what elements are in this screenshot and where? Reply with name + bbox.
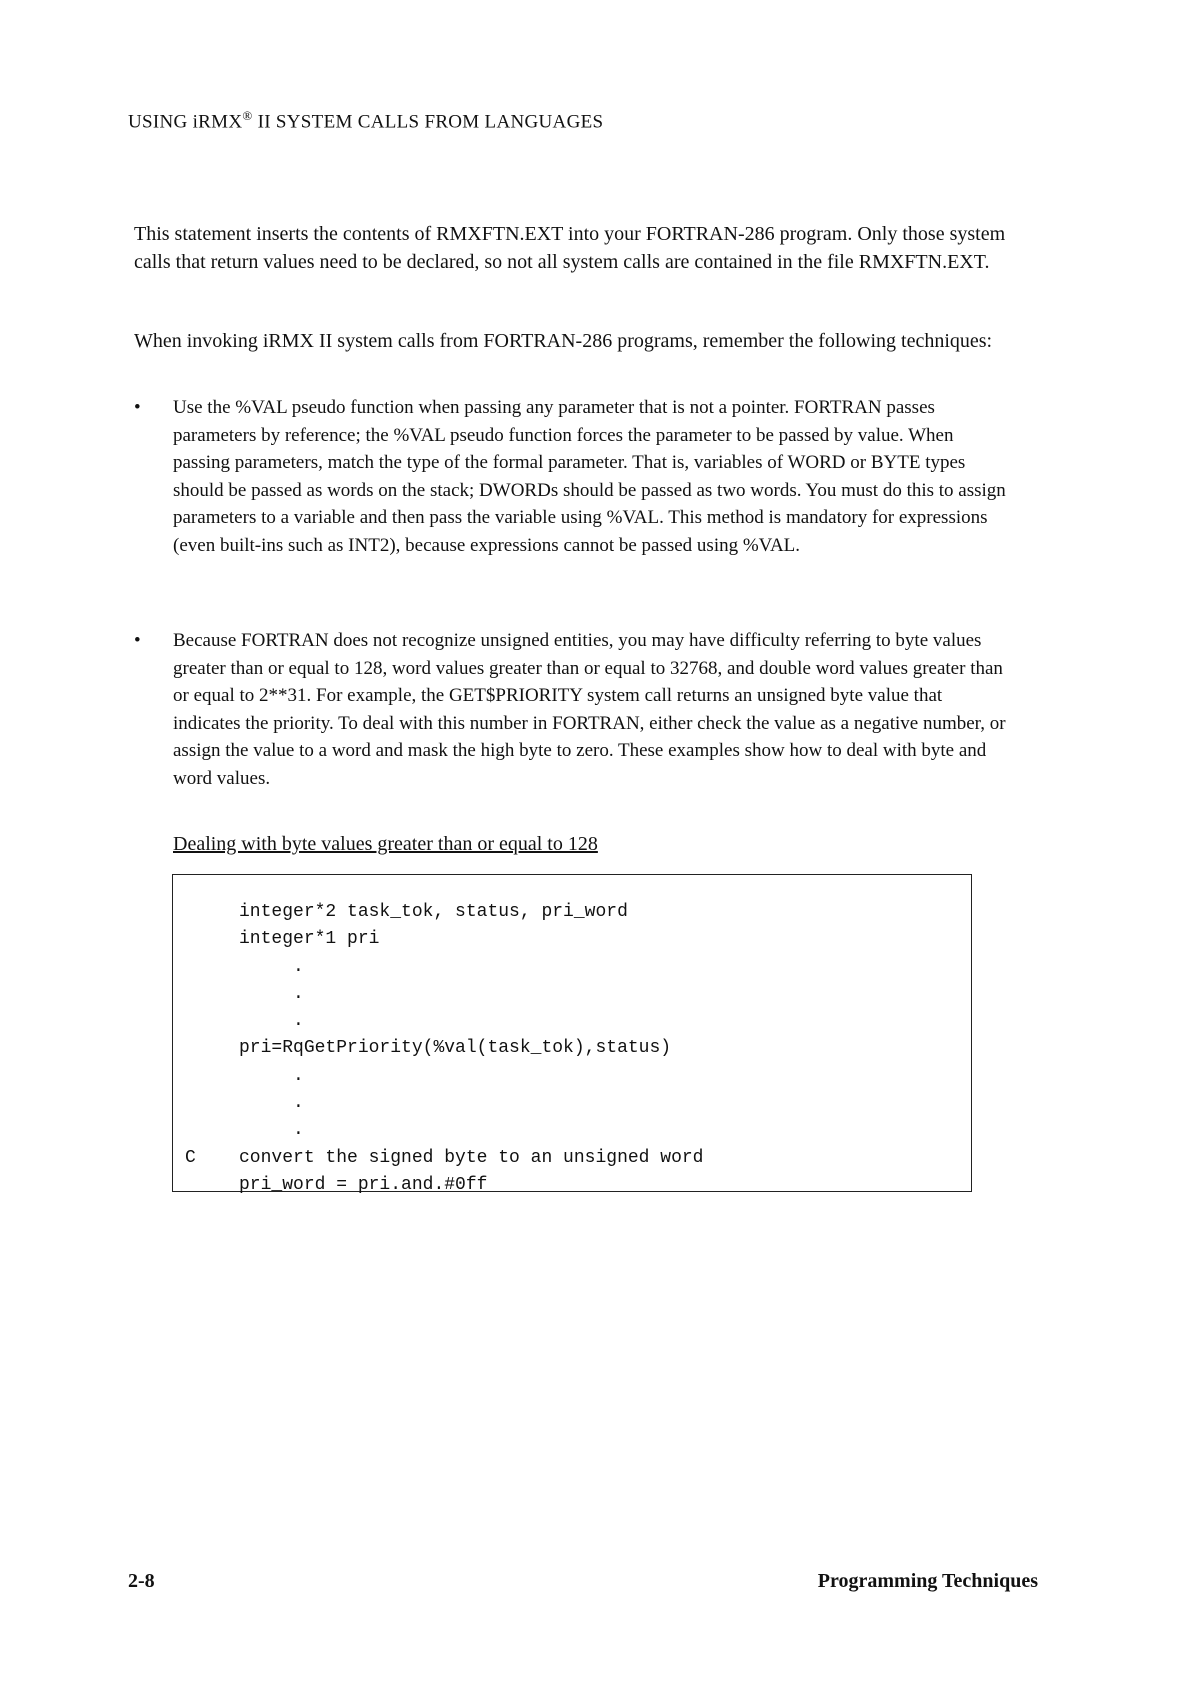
code-listing: integer*2 task_tok, status, pri_word integer*1 pri . . . pri=RqGetPriority(%val(task_tok),status) . . . C convert the signed byte to an unsigned word pri_word = pri.and.#0ff <box>185 902 704 1195</box>
header-title-suffix: II SYSTEM CALLS FROM LANGUAGES <box>252 111 604 133</box>
intro-paragraph: This statement inserts the contents of RMXFTN.EXT into your FORTRAN-286 program. Only those system calls that return values need to be declared, so not all system calls are contained in the file RMXFTN.EXT. <box>134 223 1006 273</box>
page-header <box>128 108 603 133</box>
footer-section-title: Programming Techniques <box>817 1570 1038 1592</box>
code-example-box <box>172 874 972 1195</box>
bullet-text: Because FORTRAN does not recognize unsigned entities, you may have difficulty referring to byte values greater than or equal to 128, word values greater than or equal to 32768, and double word values greater than or equal to 2**31. For example, the GET$PRIORITY system call returns an unsigned byte value that indicates the priority. To deal with this number in FORTRAN, either check the value as a negative number, or assign the value to a word and mask the high byte to zero. These examples show how to deal with byte and word values. <box>173 630 1006 789</box>
registered-mark: ® <box>242 108 253 123</box>
techniques-intro-paragraph: When invoking iRMX II system calls from FORTRAN-286 programs, remember the following techniques: <box>134 330 993 352</box>
page-number: 2-8 <box>128 1570 155 1592</box>
bullet-icon: • <box>134 630 141 651</box>
bullet-icon: • <box>134 397 141 418</box>
header-title-prefix: USING iRMX <box>128 111 243 133</box>
bullet-text: Use the %VAL pseudo function when passing any parameter that is not a pointer. FORTRAN passes parameters by reference; the %VAL pseudo function forces the parameter to be passed by value. When passing parameters, match the type of the formal parameter. That is, variables of WORD or BYTE types should be passed as words on the stack; DWORDs should be passed as two words. You must do this to assign parameters to a variable and then pass the variable using %VAL. This method is mandatory for expressions (even built-ins such as INT2), because expressions cannot be passed using %VAL. <box>173 397 1006 556</box>
example-heading: Dealing with byte values greater than or equal to 128 <box>173 833 598 855</box>
